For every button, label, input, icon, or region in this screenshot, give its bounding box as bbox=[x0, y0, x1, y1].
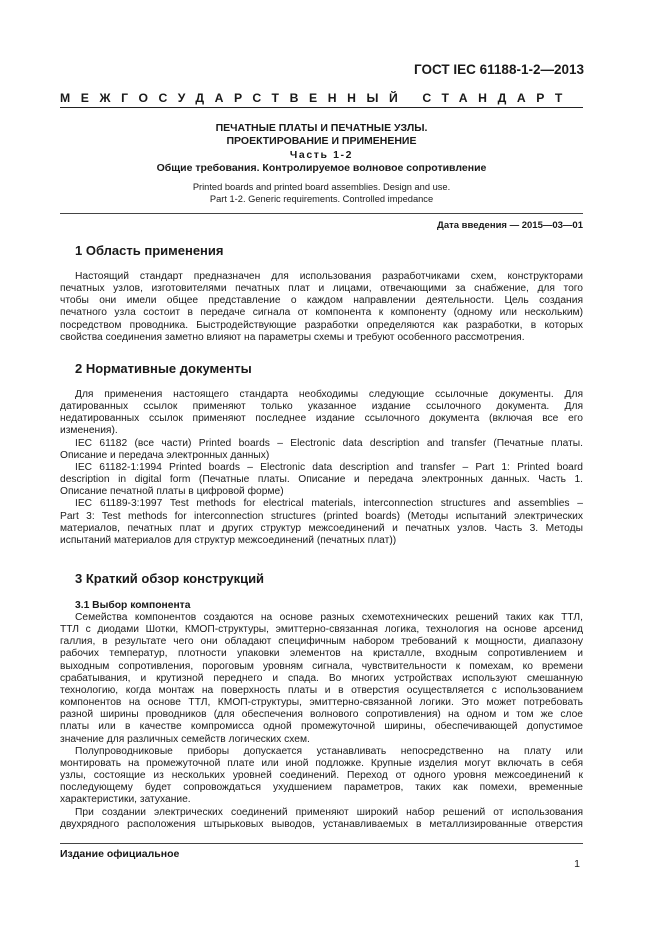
text-line: компонентов на основе ТТЛ, КМОП-структуры, эмиттерно-связанной логики. Это может потребовать bbox=[60, 697, 583, 709]
text-line: При создании электрических соединений применяют широкий набор решений от использования bbox=[75, 806, 583, 818]
text-line: рабочих температур, плотности упаковки элементов на кристалле, входным сопротивлением и bbox=[60, 648, 583, 660]
text-line: Полупроводниковые приборы допускается устанавливать непосредственно на плату или bbox=[75, 745, 583, 757]
text-line: технологию, когда монтаж на поверхность платы и в отверстия осуществляется с использованием bbox=[60, 684, 583, 696]
header-divider bbox=[60, 107, 583, 108]
text-line: монтировать на промежуточной плате или иной подложке. Крупные изделия могут включать в себя bbox=[60, 757, 583, 769]
reference-line: материалов, печатных плат и других структур межсоединений и печатных узлов. Часть 3. Методы bbox=[60, 522, 583, 534]
text-line: посредством проводника. Быстродействующие разработки определяются как разработки, в которых bbox=[60, 319, 583, 331]
text-line: характеристики, затухание. bbox=[60, 794, 191, 806]
text-line: свойства соединения заметно влияют на параметры схемы и требуют особенного рассмотрения. bbox=[60, 331, 525, 343]
date-divider bbox=[60, 213, 583, 214]
text-line: Семейства компонентов создаются на основе разных схемотехнических решений таких как ТТЛ, bbox=[75, 612, 583, 623]
text-line: изменения). bbox=[60, 425, 118, 437]
gost-code: ГОСТ IEC 61188-1-2—2013 bbox=[414, 62, 584, 77]
edition-label: Издание официальное bbox=[60, 848, 180, 860]
subsection-3-1-heading: 3.1 Выбор компонента bbox=[75, 600, 191, 611]
text-line: чтобы они имели общее представление о каждом направлении деятельности. Цель создания bbox=[60, 295, 583, 307]
page-number: 1 bbox=[574, 858, 580, 870]
text-line: печатных узлов, изготовителями печатных плат и лицами, отвечающими за снабжение, для того bbox=[60, 283, 583, 295]
text-line: галлия, в результате чего они обладают специфичным набором требований к мощности, диапазону bbox=[60, 636, 583, 648]
text-line: печатного узла состоит в передаче сигнала от компонента к компоненту (одному или нескольким) bbox=[60, 307, 583, 319]
text-line: значение для различных семейств логических схем. bbox=[60, 733, 310, 745]
section-3-paragraph bbox=[60, 612, 583, 831]
english-title-line-1: Printed boards and printed board assemblies. Design and use. bbox=[192, 182, 451, 192]
english-title-line-2: Part 1-2. Generic requirements. Controlled impedance bbox=[209, 194, 434, 205]
reference-line: Описание и передача электронных данных) bbox=[60, 449, 270, 461]
text-line: последующему будет сопровождаться ухудшением параметров, таких как помехи, временные bbox=[60, 782, 583, 794]
reference-line: IEC 61182-1:1994 Printed boards – Electronic data description and transfer – Part 1: Printed board bbox=[75, 461, 583, 473]
document-title bbox=[60, 122, 583, 175]
reference-line: description in digital form (Печатные платы. Описание и передача электронных данных. Часть 1. bbox=[60, 474, 583, 486]
text-line: датированных ссылок применяют только указанное издание ссылочного документа. Для bbox=[60, 401, 583, 413]
section-1-paragraph bbox=[60, 271, 583, 344]
section-3-heading: 3 Краткий обзор конструкций bbox=[75, 571, 265, 586]
text-line: Для применения настоящего стандарта необходимы следующие ссылочные документы. Для bbox=[75, 389, 583, 400]
text-line: недатированных ссылок применяют последнее издание ссылочного документа (включая все его bbox=[60, 413, 583, 425]
section-2-paragraph bbox=[60, 389, 583, 547]
introduction-date: Дата введения — 2015—03—01 bbox=[437, 220, 583, 231]
text-line: Настоящий стандарт предназначен для использования разработчиками схем, конструкторами bbox=[75, 271, 583, 282]
text-line: двухрядного расположения штырьковых выводов, устанавливаемых в металлизированные отверстия bbox=[60, 818, 583, 830]
reference-line: IEC 61182 (все части) Printed boards – Electronic data description and transfer (Печатные платы. bbox=[75, 437, 583, 449]
footer-divider bbox=[60, 843, 583, 844]
standard-banner: МЕЖГОСУДАРСТВЕННЫЙ СТАНДАРТ bbox=[60, 91, 573, 105]
text-line: ТТЛ с диодами Шотки, КМОП-структуры, эмиттерно-связанная логика, технология на основе арсенид bbox=[60, 624, 583, 636]
section-1-heading: 1 Область применения bbox=[75, 243, 224, 258]
text-line: платы или в качестве компромисса одной промежуточной ширины, обеспечивающей допустимое bbox=[60, 721, 583, 733]
title-line-1: ПЕЧАТНЫЕ ПЛАТЫ И ПЕЧАТНЫЕ УЗЛЫ. bbox=[215, 122, 428, 134]
reference-line: Описание печатной платы в цифровой форме) bbox=[60, 486, 284, 498]
title-part: Часть 1-2 bbox=[289, 148, 354, 161]
section-2-heading: 2 Нормативные документы bbox=[75, 361, 252, 376]
text-line: выходным сопротивления, пороговым уровням сигнала, чувствительности к помехам, ко времени bbox=[60, 660, 583, 672]
reference-line: испытаний материалов для структур межсоединений (печатных плат)) bbox=[60, 534, 397, 546]
title-line-2: ПРОЕКТИРОВАНИЕ И ПРИМЕНЕНИЕ bbox=[226, 135, 417, 148]
text-line: разной ширины проводников (для обеспечения волнового сопротивления) на одном и том же слое bbox=[60, 709, 583, 721]
english-title bbox=[60, 181, 583, 206]
text-line: срабатывания, и крутизной переднего и спада. Во многих устройствах используют смешанную bbox=[60, 672, 583, 684]
reference-line: Part 3: Test methods for interconnection structures (printed boards) (Методы испытаний электрических bbox=[60, 510, 583, 522]
title-line-4: Общие требования. Контролируемое волновое сопротивление bbox=[156, 161, 487, 174]
text-line: узлы, состоящие из нескольких уровней соединений. Переход от одного уровня межсоединений к bbox=[60, 770, 583, 782]
reference-line: IEC 61189-3:1997 Test methods for electrical materials, interconnection structures and assemblies – bbox=[75, 498, 583, 510]
